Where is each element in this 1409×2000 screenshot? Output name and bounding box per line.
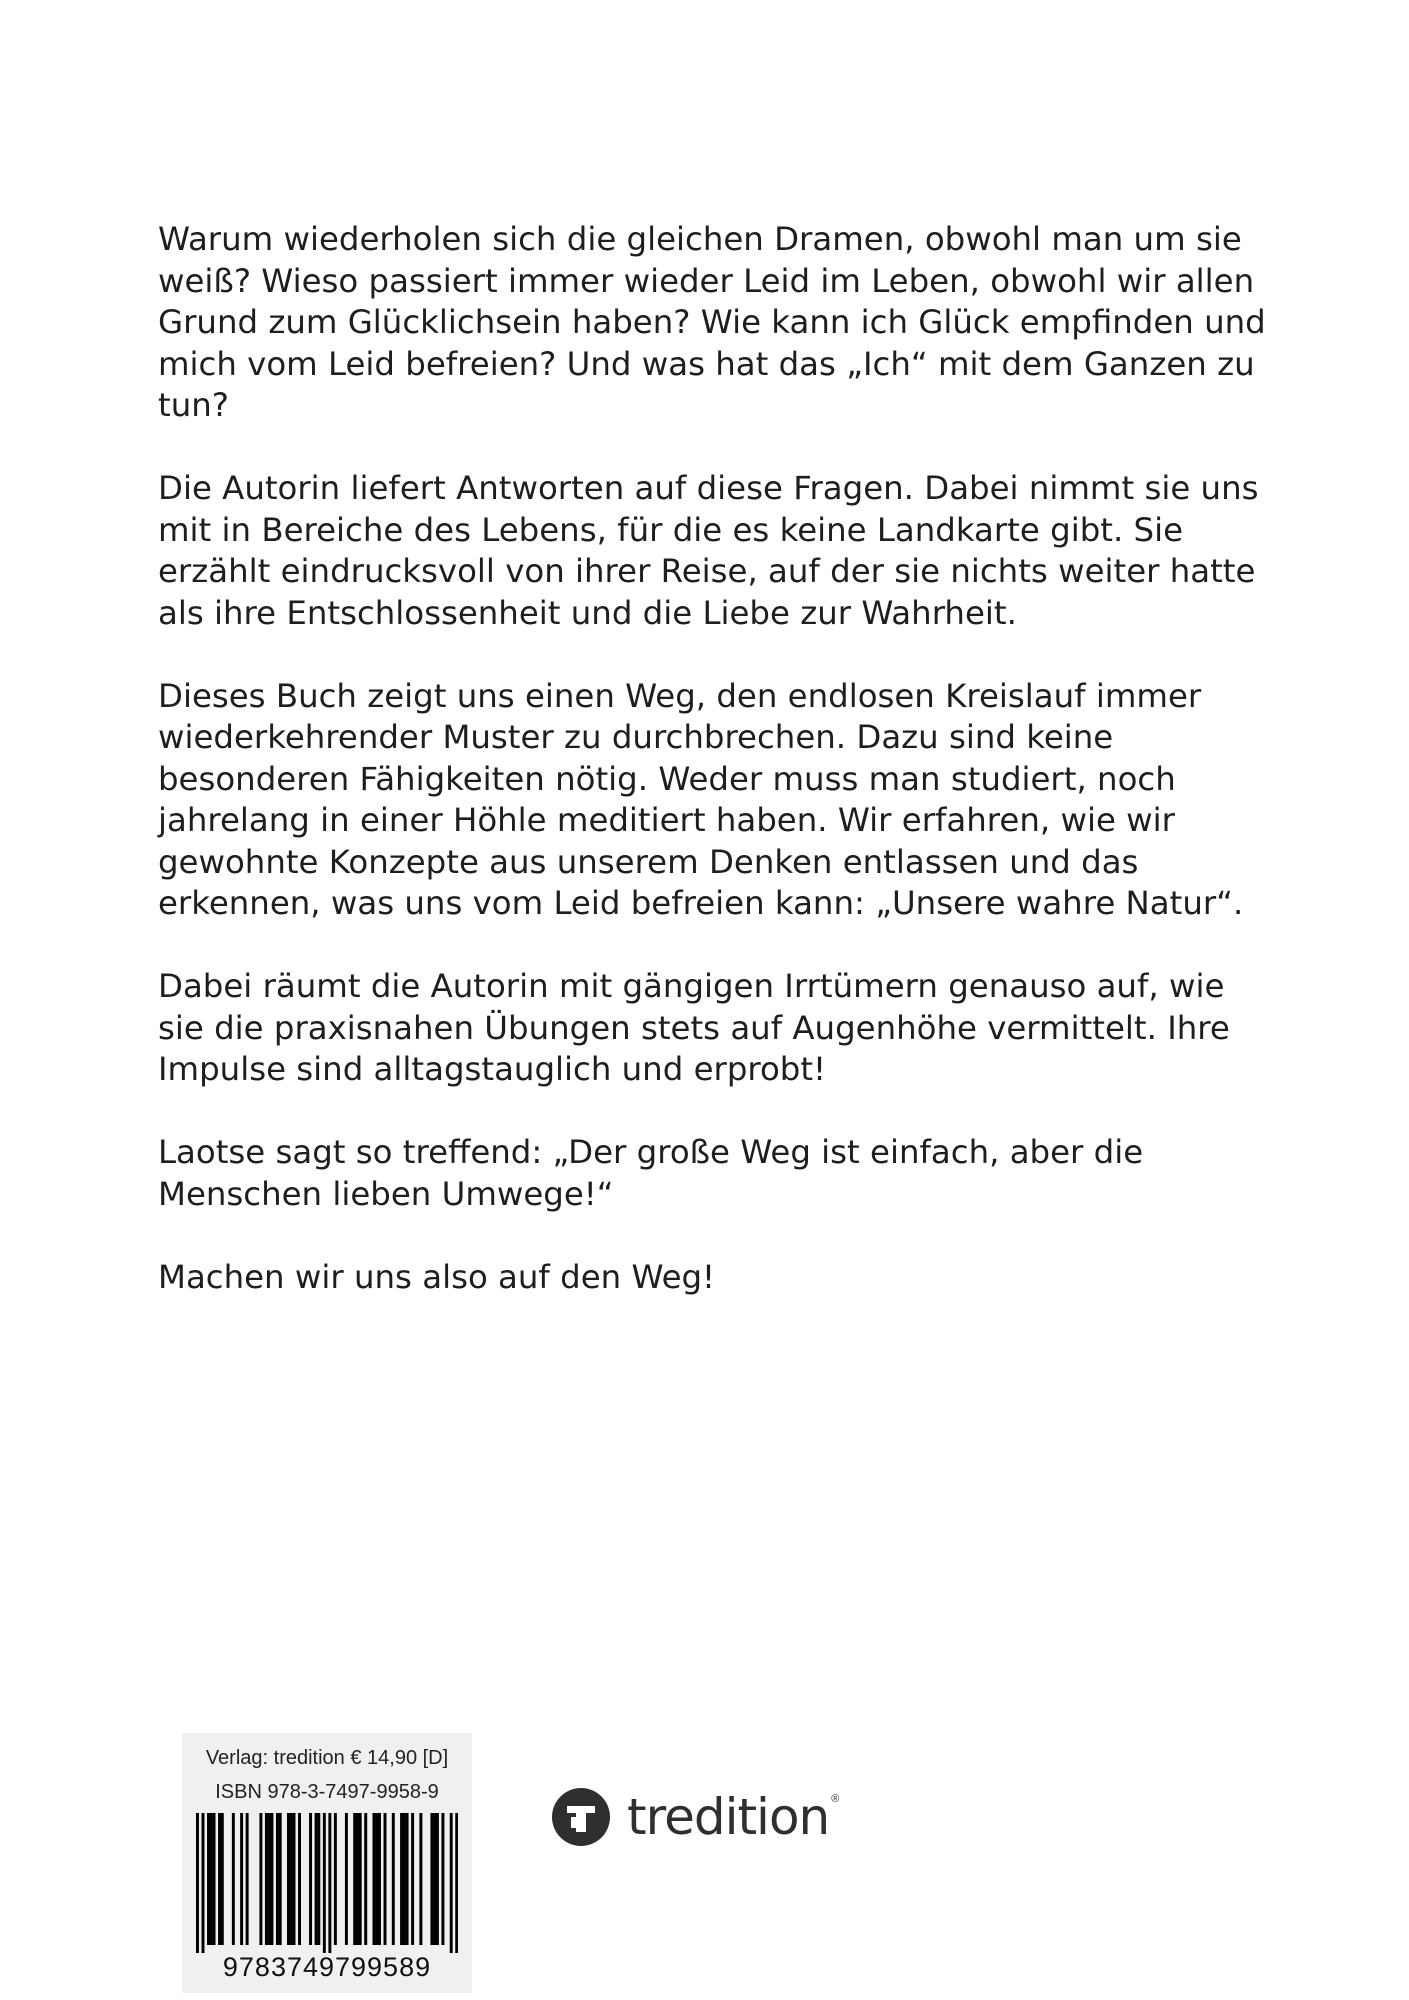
logo-wordmark: tredition <box>627 1788 830 1846</box>
barcode-bar <box>268 1813 271 1945</box>
barcode-bar <box>315 1813 318 1945</box>
barcode-bar <box>378 1813 381 1945</box>
blurb-paragraph-2: Die Autorin liefert Antworten auf diese Fragen. Dabei nimmt sie uns mit in Bereiche des Lebens, für die es keine Landkarte gibt. Sie erzählt eindrucksvoll von ihrer Reise, auf der sie nichts weiter hatte als ihre Entschlossenheit und die Liebe zur Wahrheit. <box>158 469 1259 632</box>
barcode-bar <box>375 1813 378 1945</box>
publisher-price: Verlag: tredition € 14,90 [D] <box>205 1747 449 1769</box>
barcode-bar <box>323 1813 326 1953</box>
barcode-bar <box>419 1813 422 1945</box>
barcode-bar <box>317 1813 320 1945</box>
barcode-bar <box>384 1813 387 1945</box>
barcode-bar <box>196 1813 199 1953</box>
blurb-paragraph-3: Dieses Buch zeigt uns einen Weg, den endlosen Kreislauf immer wiederkehrender Muster zu durchbrechen. Dazu sind keine besonderen Fähigkeiten nötig. Weder muss man studiert, noch jahrelang in einer Höhle meditiert haben. Wir erfahren, wie wir gewohnte Konzepte aus unserem Denken entlassen und das erkennen, was uns vom Leid befreien kann: „Unsere wahre Natur“. <box>158 676 1244 922</box>
blurb-paragraph-6: Machen wir uns also auf den Weg! <box>158 1257 716 1296</box>
barcode <box>196 1813 458 1953</box>
barcode-bar <box>207 1813 210 1945</box>
barcode-bar <box>202 1813 205 1953</box>
barcode-bar <box>221 1813 224 1945</box>
barcode-bar <box>298 1813 301 1945</box>
registered-mark: ® <box>831 1793 840 1805</box>
barcode-bar <box>210 1813 213 1945</box>
barcode-bar <box>430 1813 433 1945</box>
barcode-bar <box>359 1813 362 1945</box>
barcode-bar <box>450 1813 453 1953</box>
barcode-bar <box>345 1813 348 1945</box>
barcode-bar <box>290 1813 293 1945</box>
barcode-bar <box>328 1813 331 1953</box>
blurb-paragraph-4: Dabei räumt die Autorin mit gängigen Irrtümern genauso auf, wie sie die praxisnahen Übungen stets auf Augenhöhe vermittelt. Ihre Impulse sind alltagstauglich und erprobt! <box>158 967 1230 1088</box>
barcode-bar <box>246 1813 249 1945</box>
barcode-bar <box>309 1813 312 1945</box>
blurb-paragraph-5: Laotse sagt so treffend: „Der große Weg ist einfach, aber die Menschen lieben Umwege!“ <box>158 1133 1144 1213</box>
barcode-bar <box>441 1813 444 1945</box>
barcode-bar <box>411 1813 414 1945</box>
barcode-bar <box>364 1813 367 1945</box>
barcode-bar <box>240 1813 243 1945</box>
barcode-bar <box>293 1813 296 1945</box>
barcode-bar <box>403 1813 406 1945</box>
barcode-bar <box>334 1813 337 1945</box>
barcode-bar <box>276 1813 279 1945</box>
barcode-bar <box>270 1813 273 1945</box>
barcode-bar <box>232 1813 235 1945</box>
isbn-label: ISBN 978-3-7497-9958-9 <box>215 1781 439 1803</box>
barcode-bar <box>218 1813 221 1945</box>
barcode-bar <box>455 1813 458 1953</box>
barcode-bar <box>279 1813 282 1945</box>
blurb-paragraph-1: Warum wiederholen sich die gleichen Dramen, obwohl man um sie weiß? Wieso passiert immer wieder Leid im Leben, obwohl wir allen Grund zum Glücklichsein haben? Wie kann ich Glück empfinden und mich vom Leid befreien? Und was hat das „Ich“ mit dem Ganzen zu tun? <box>158 220 1266 424</box>
barcode-panel <box>182 1733 472 1993</box>
barcode-bar <box>356 1813 359 1945</box>
barcode-bar <box>373 1813 376 1945</box>
barcode-bar <box>436 1813 439 1945</box>
barcode-bar <box>433 1813 436 1945</box>
barcode-bar <box>265 1813 268 1945</box>
barcode-bar <box>353 1813 356 1945</box>
barcode-bar <box>400 1813 403 1945</box>
barcode-bar <box>392 1813 395 1945</box>
barcode-bar <box>287 1813 290 1945</box>
back-cover-blurb <box>158 219 1278 1340</box>
tredition-t-icon <box>551 1787 611 1847</box>
barcode-bar <box>213 1813 216 1945</box>
barcode-bar <box>259 1813 262 1945</box>
publisher-logo <box>551 1787 839 1847</box>
barcode-bar <box>406 1813 409 1945</box>
barcode-number: 9783749799589 <box>222 1952 432 1982</box>
